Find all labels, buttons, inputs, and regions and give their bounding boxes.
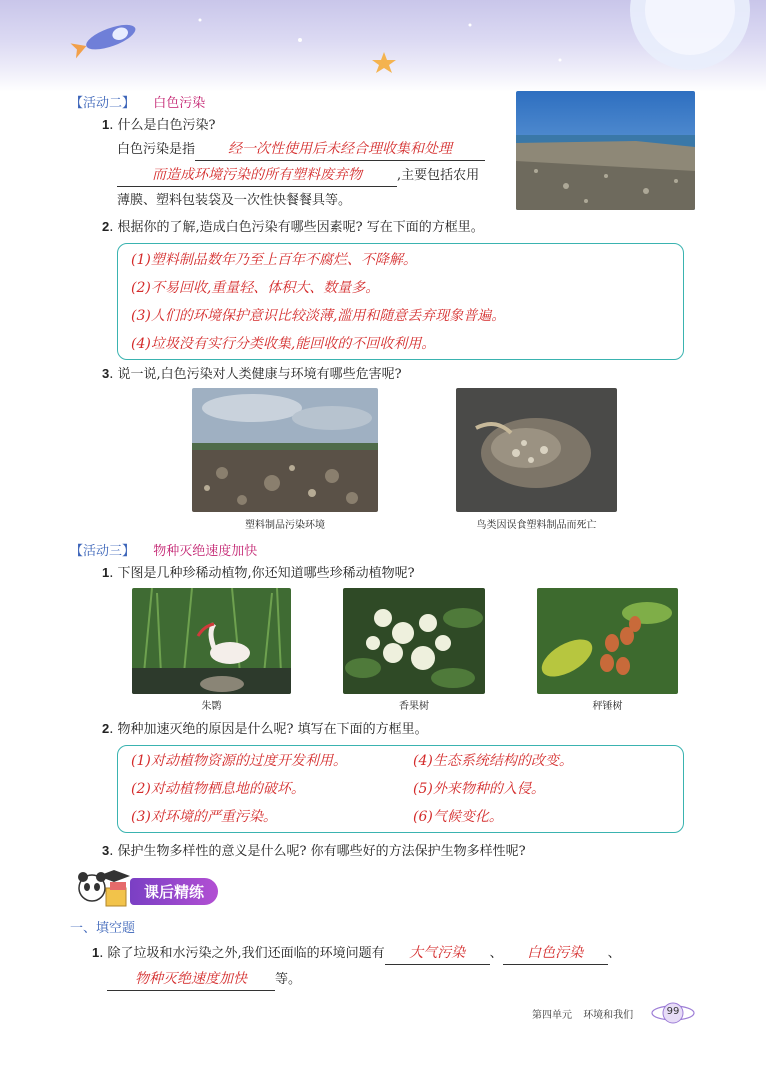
- a2-q3-question: 3. 说一说,白色污染对人类健康与环境有哪些危害呢?: [102, 366, 402, 382]
- emmenopterys-photo: [343, 588, 485, 694]
- answer-blank: 物种灭绝速度加快: [107, 968, 275, 991]
- answer-line: (1)塑料制品数年乃至上百年不腐烂、不降解。: [131, 252, 417, 268]
- a2-q1-answer: 白色污染是指 经一次性使用后未经合理收集和处理: [117, 138, 507, 161]
- answer-line: (6)气候变化。: [413, 809, 503, 825]
- photo-caption: 鸟类因误食塑料制品而死亡: [476, 520, 597, 531]
- sinojackia-photo: [537, 588, 678, 694]
- answer-blank: 经一次性使用后未经合理收集和处理: [195, 138, 485, 161]
- answer-blank: 大气污染: [385, 942, 490, 965]
- photo-caption: 香果树: [399, 701, 429, 712]
- fill-blank-section-title: 一、填空题: [70, 921, 136, 936]
- answer-line: (4)生态系统结构的改变。: [413, 753, 573, 769]
- photo-caption: 秤锤树: [592, 701, 623, 712]
- a3-q1-question: 1. 下图是几种珍稀动植物,你还知道哪些珍稀动植物呢?: [102, 565, 415, 581]
- answer-line: (2)不易回收,重量轻、体积大、数量多。: [131, 280, 380, 296]
- a3-q2-answer-box: [117, 745, 684, 833]
- activity2-label: 活动二: [83, 96, 123, 111]
- activity2-title: 白色污染: [153, 96, 206, 111]
- answer-line: (1)对动植物资源的过度开发利用。: [131, 753, 347, 769]
- answer-blank: 而造成环境污染的所有塑料废弃物: [117, 164, 397, 187]
- a3-q2-question: 2. 物种加速灭绝的原因是什么呢? 填写在下面的方框里。: [102, 721, 428, 737]
- panda-mascot-icon: [74, 868, 134, 914]
- a2-q2-question: 2. 根据你的了解,造成白色污染有哪些因素呢? 写在下面的方框里。: [102, 219, 484, 235]
- page-number: 99: [666, 1006, 680, 1017]
- practice-q1: 1. 除了垃圾和水污染之外,我们还面临的环境问题有 大气污染 、 白色污染 、: [92, 942, 702, 965]
- activity2-heading: 【活动二】 白色污染: [70, 96, 206, 111]
- a3-q3-question: 3. 保护生物多样性的意义是什么呢? 你有哪些好的方法保护生物多样性呢?: [102, 843, 526, 859]
- photo-caption: 朱鹮: [201, 701, 222, 712]
- space-illustration: [0, 0, 766, 92]
- star-icon: [372, 52, 396, 73]
- ocean-plastic-photo: [516, 91, 695, 210]
- answer-line: (2)对动植物栖息地的破坏。: [131, 781, 305, 797]
- header-banner: [0, 0, 766, 92]
- rocket-icon: [70, 20, 138, 59]
- practice-q1-line2: 物种灭绝速度加快 等。: [107, 968, 301, 991]
- answer-line: (3)人们的环境保护意识比较淡薄,滥用和随意丢弃现象普遍。: [131, 308, 506, 324]
- practice-badge: 课后精练: [130, 878, 218, 905]
- activity3-label: 活动三: [83, 544, 123, 559]
- answer-blank: 白色污染: [503, 942, 608, 965]
- answer-line: (3)对环境的严重污染。: [131, 809, 277, 825]
- a2-q1-question: 1. 什么是白色污染?: [102, 117, 216, 133]
- activity3-title: 物种灭绝速度加快: [153, 544, 258, 559]
- footer-unit: 第四单元 环境和我们: [532, 1010, 634, 1021]
- dead-bird-photo: [456, 388, 617, 512]
- a2-q1-suffix: 薄膜、塑料包装袋及一次性快餐餐具等。: [117, 193, 352, 208]
- activity3-heading: 【活动三】 物种灭绝速度加快: [70, 544, 258, 559]
- a2-q2-answer-box: [117, 243, 684, 360]
- answer-line: (5)外来物种的入侵。: [413, 781, 545, 797]
- photo-caption: 塑料制品污染环境: [245, 520, 325, 531]
- a2-q1-answer-line2: 而造成环境污染的所有塑料废弃物 ,主要包括农用: [117, 164, 507, 187]
- answer-line: (4)垃圾没有实行分类收集,能回收的不回收利用。: [131, 336, 436, 352]
- landfill-photo: [192, 388, 378, 512]
- crested-ibis-photo: [132, 588, 291, 694]
